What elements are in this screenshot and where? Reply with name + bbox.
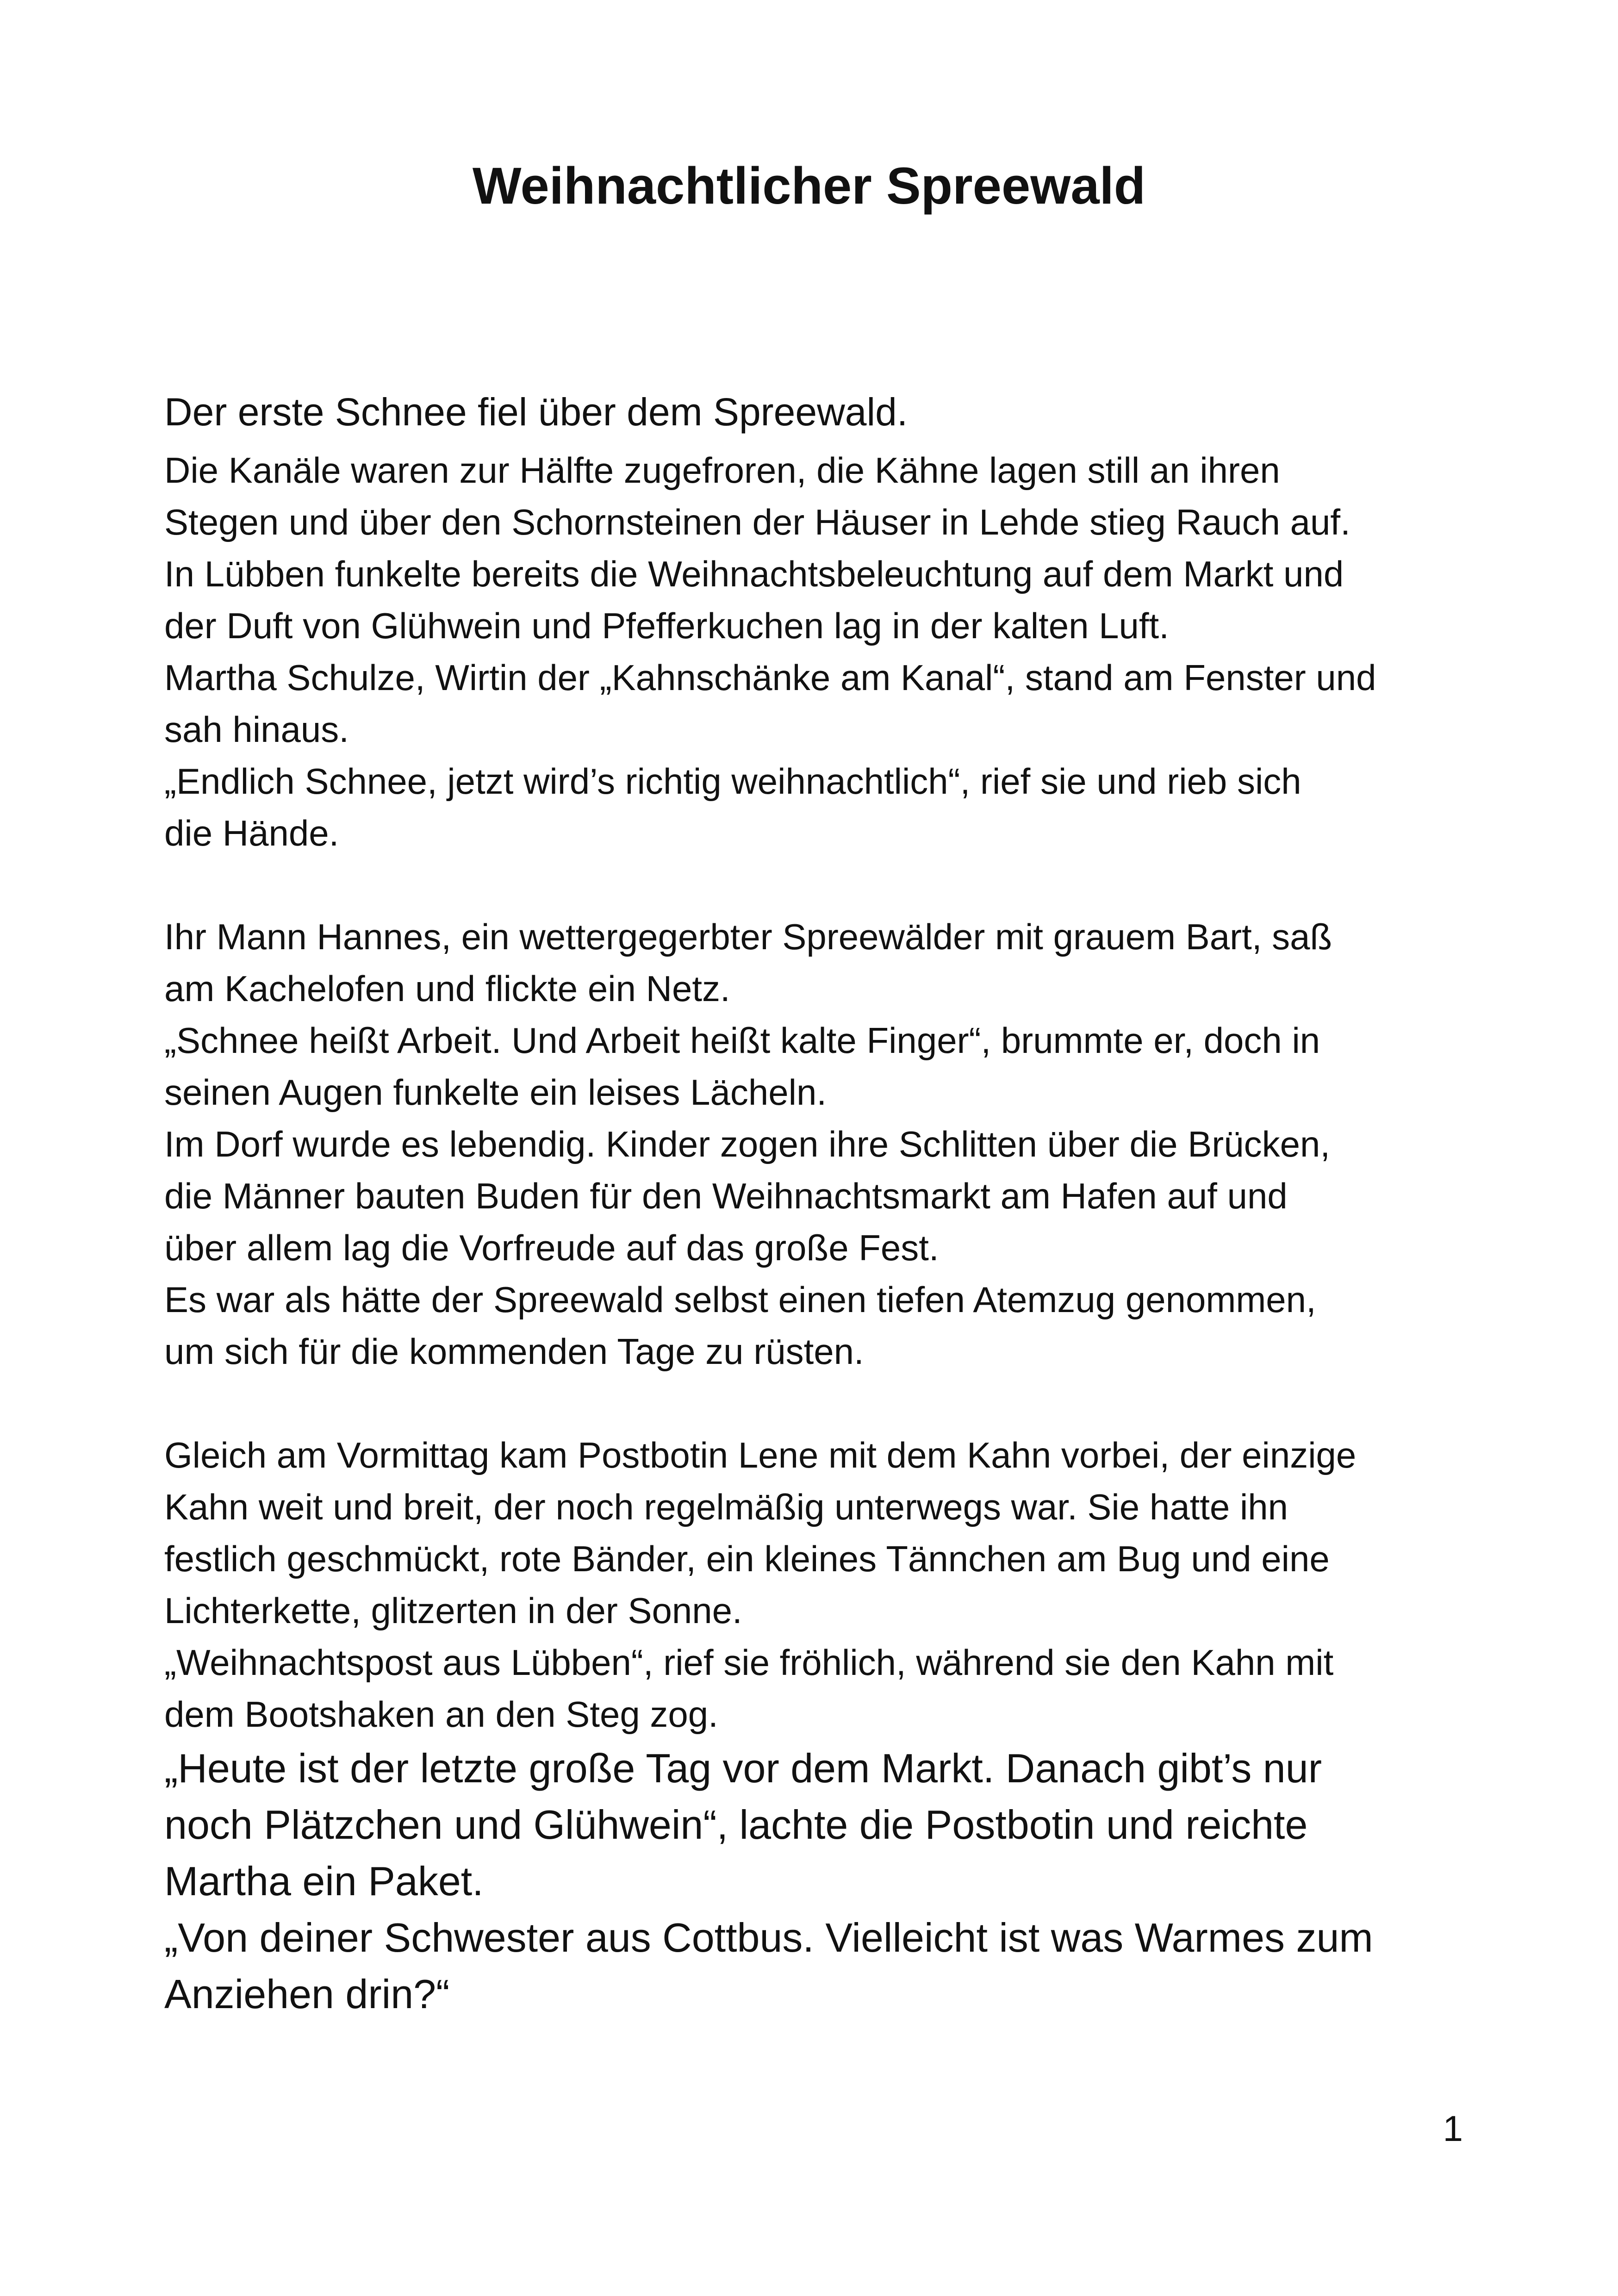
- paragraph-gap: [164, 859, 1506, 911]
- text-line: „Endlich Schnee, jetzt wird’s richtig weihnachtlich“, rief sie und rieb sich: [164, 761, 1301, 802]
- text-line: „Heute ist der letzte große Tag vor dem Markt. Danach gibt’s nur: [164, 1745, 1322, 1791]
- text-line: Es war als hätte der Spreewald selbst einen tiefen Atemzug genommen,: [164, 1279, 1316, 1320]
- text-line: Martha ein Paket.: [164, 1858, 484, 1904]
- text-line: Anziehen drin?“: [164, 1971, 450, 2017]
- text-line: In Lübben funkelte bereits die Weihnachtsbeleuchtung auf dem Markt und: [164, 554, 1344, 594]
- text-line: Gleich am Vormittag kam Postbotin Lene mit dem Kahn vorbei, der einzige: [164, 1435, 1357, 1475]
- page-number: 1: [1443, 2108, 1463, 2149]
- text-line: Kahn weit und breit, der noch regelmäßig unterwegs war. Sie hatte ihn: [164, 1487, 1288, 1527]
- text-line: Der erste Schnee fiel über dem Spreewald.: [164, 390, 908, 434]
- text-line: noch Plätzchen und Glühwein“, lachte die Postbotin und reichte: [164, 1802, 1308, 1848]
- text-line: die Hände.: [164, 813, 339, 853]
- text-line: am Kachelofen und flickte ein Netz.: [164, 968, 730, 1009]
- text-line: sah hinaus.: [164, 709, 349, 750]
- text-line: dem Bootshaken an den Steg zog.: [164, 1694, 718, 1735]
- text-line: seinen Augen funkelte ein leises Lächeln.: [164, 1072, 827, 1113]
- paragraph-gap: [164, 1377, 1506, 1429]
- text-line: Ihr Mann Hannes, ein wettergegerbter Spreewälder mit grauem Bart, saß: [164, 916, 1332, 957]
- text-line: Im Dorf wurde es lebendig. Kinder zogen ihre Schlitten über die Brücken,: [164, 1124, 1331, 1164]
- text-line: die Männer bauten Buden für den Weihnachtsmarkt am Hafen auf und: [164, 1176, 1288, 1216]
- text-line: „Weihnachtspost aus Lübben“, rief sie fröhlich, während sie den Kahn mit: [164, 1642, 1334, 1683]
- text-line: Stegen und über den Schornsteinen der Häuser in Lehde stieg Rauch auf.: [164, 502, 1350, 542]
- text-line: der Duft von Glühwein und Pfefferkuchen lag in der kalten Luft.: [164, 605, 1169, 646]
- text-line: über allem lag die Vorfreude auf das große Fest.: [164, 1227, 939, 1268]
- text-line: „Schnee heißt Arbeit. Und Arbeit heißt kalte Finger“, brummte er, doch in: [164, 1020, 1320, 1061]
- text-line: Die Kanäle waren zur Hälfte zugefroren, die Kähne lagen still an ihren: [164, 450, 1280, 491]
- text-line: festlich geschmückt, rote Bänder, ein kleines Tännchen am Bug und eine: [164, 1538, 1330, 1579]
- story-text: [164, 380, 1506, 2022]
- text-line: „Von deiner Schwester aus Cottbus. Vielleicht ist was Warmes zum: [164, 1915, 1373, 1960]
- text-line: um sich für die kommenden Tage zu rüsten.: [164, 1331, 864, 1372]
- text-line: Martha Schulze, Wirtin der „Kahnschänke am Kanal“, stand am Fenster und: [164, 657, 1376, 698]
- page-title: Weihnachtlicher Spreewald: [472, 157, 1146, 215]
- text-line: Lichterkette, glitzerten in der Sonne.: [164, 1590, 742, 1631]
